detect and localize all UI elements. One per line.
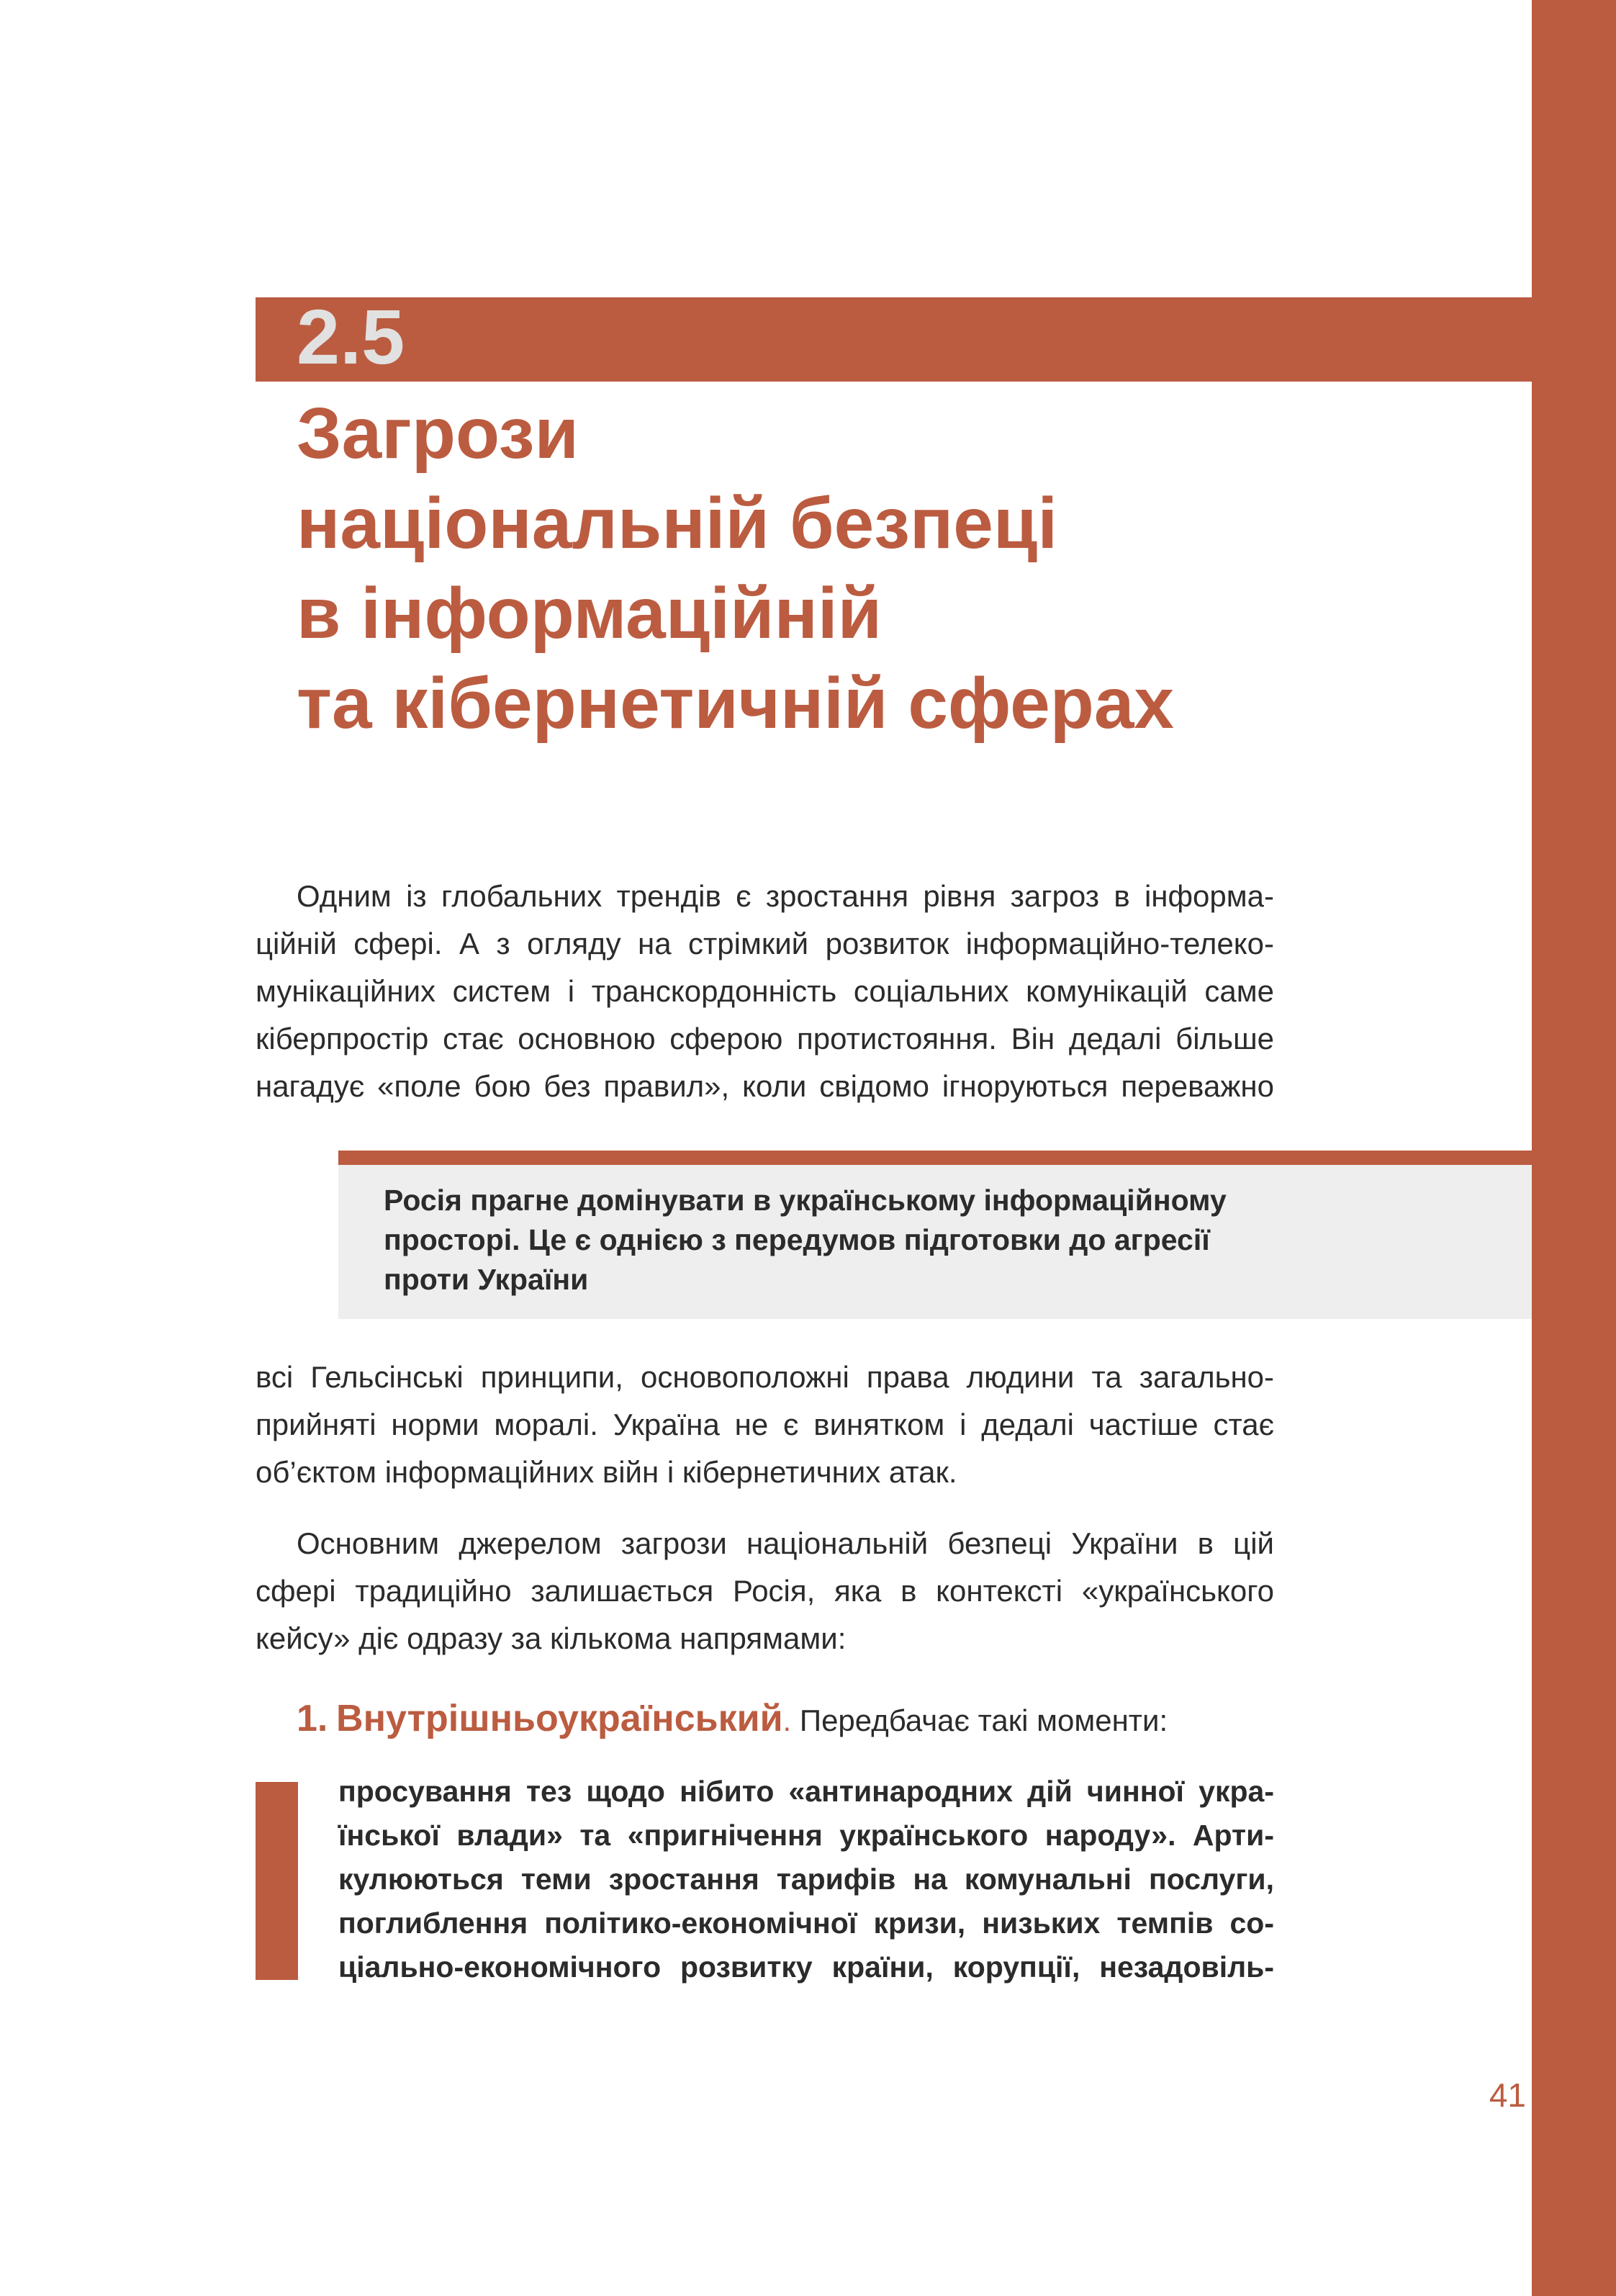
intro-paragraph-block [256, 873, 1274, 1110]
section-number: 2.5 [297, 293, 405, 380]
paragraph-line: сфері традиційно залишається Росія, яка в контексті «українського [256, 1574, 1274, 1608]
section-title [297, 389, 1520, 749]
list-item-body-line: їнської влади» та «пригнічення українського народу». Арти- [338, 1819, 1274, 1852]
list-item-body [338, 1770, 1274, 1989]
paragraph-line: всі Гельсінські принципи, основоположні права людини та загально- [256, 1360, 1274, 1394]
paragraph-line-text: Одним із глобальних трендів є зростання рівня загроз в інформа- [297, 879, 1274, 913]
callout-top-rule [338, 1151, 1532, 1165]
list-item-side-bar [256, 1782, 298, 1980]
continuation-paragraph [256, 1354, 1274, 1496]
source-paragraph [256, 1520, 1274, 1662]
list-item-number: 1. [297, 1698, 328, 1739]
callout-line: просторі. Це є однією з передумов підготовки до агресії [384, 1223, 1210, 1256]
right-edge-stripe [1532, 0, 1616, 2296]
paragraph-line: прийняті норми моралі. Україна не є винятком і дедалі частіше стає [256, 1408, 1274, 1441]
list-item-body-line: просування тез щодо нібито «антинародних дій чинної укра- [338, 1775, 1274, 1808]
paragraph-line: об’єктом інформаційних війн і кібернетичних атак. [256, 1455, 957, 1489]
paragraph-line: ційній сфері. А з огляду на стрімкий розвиток інформаційно-телеко- [256, 927, 1274, 960]
paragraph-line [256, 873, 1274, 920]
paragraph-line: мунікаційних систем і транскордонність соціальних комунікацій саме [256, 974, 1274, 1008]
list-item-title-dot: . [782, 1703, 792, 1737]
callout-line: проти України [384, 1263, 589, 1296]
section-header-band [256, 297, 1532, 382]
callout-text [384, 1181, 1463, 1300]
paragraph-line: кіберпростір стає основною сферою протистояння. Він дедалі більше [256, 1022, 1274, 1055]
section-title-line: Загрози [297, 393, 579, 474]
list-item-intro: Передбачає такі моменти: [799, 1703, 1168, 1737]
list-item-body-line: поглиблення політико-економічної кризи, низьких темпів со- [338, 1906, 1274, 1940]
paragraph-line: нагадує «поле бою без правил», коли свідомо ігноруються переважно [256, 1069, 1274, 1103]
section-title-line: та кібернетичній сферах [297, 663, 1175, 744]
page-number: 41 [1489, 2076, 1526, 2114]
section-title-line: в інформаційній [297, 573, 883, 654]
list-item-body-line: кулюються теми зростання тарифів на комунальні послуги, [338, 1863, 1274, 1896]
list-item-title: Внутрішньоукраїнський [336, 1698, 783, 1739]
section-title-line: національній безпеці [297, 483, 1058, 564]
paragraph-line: кейсу» діє одразу за кількома напрямами: [256, 1621, 847, 1655]
paragraph-line: Основним джерелом загрози національній безпеці України в цій [297, 1526, 1274, 1560]
list-item-body-line: ціально-економічного розвитку країни, корупції, незадовіль- [338, 1950, 1274, 1984]
callout-line: Росія прагне домінувати в українському інформаційному [384, 1184, 1227, 1217]
list-item-heading [297, 1693, 1168, 1746]
